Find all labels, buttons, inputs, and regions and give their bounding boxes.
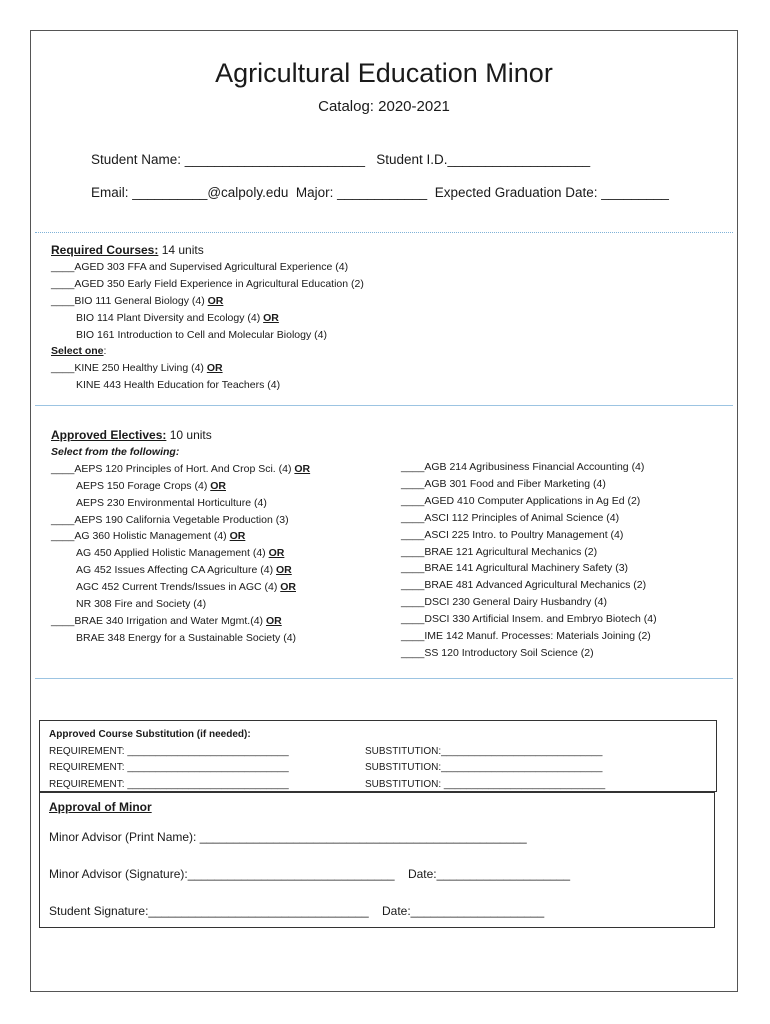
elective-item: AGC 452 Current Trends/Issues in AGC (4) OR [76, 581, 296, 594]
requirement-field[interactable]: REQUIREMENT: _____________________________ [49, 745, 289, 757]
elective-item: AEPS 230 Environmental Horticulture (4) [76, 496, 267, 509]
student-signature-field[interactable]: Student Signature:_________________________________ Date:____________________ [49, 904, 545, 918]
required-courses-section [51, 242, 364, 394]
substitution-field[interactable]: SUBSTITUTION:_____________________________ [365, 745, 603, 757]
elective-item: AEPS 150 Forage Crops (4) OR [76, 479, 226, 492]
elective-item[interactable]: ____AGB 301 Food and Fiber Marketing (4) [401, 477, 606, 490]
advisor-print-name-field[interactable]: Minor Advisor (Print Name): _________________________________________________ [49, 830, 527, 844]
elective-item: NR 308 Fire and Society (4) [76, 598, 207, 611]
elective-item[interactable]: ____BRAE 340 Irrigation and Water Mgmt.(4) OR [51, 614, 282, 627]
elective-item[interactable]: ____AGB 214 Agribusiness Financial Accounting (4) [401, 461, 645, 473]
divider [35, 232, 733, 233]
elective-item[interactable]: ____ASCI 112 Principles of Animal Science (4) [401, 511, 620, 524]
substitution-heading: Approved Course Substitution (if needed): [49, 729, 251, 740]
requirement-field[interactable]: REQUIREMENT: _____________________________ [49, 762, 289, 773]
elective-item[interactable]: ____BRAE 141 Agricultural Machinery Safety (3) [401, 562, 629, 575]
elective-item[interactable]: ____SS 120 Introductory Soil Science (2) [401, 646, 594, 659]
student-name-line[interactable]: Student Name: ________________________ Student I.D.___________________ [91, 152, 591, 167]
required-heading: Required Courses: 14 units [51, 243, 204, 257]
divider [35, 678, 733, 679]
required-item[interactable]: ____BIO 111 General Biology (4) OR [51, 294, 224, 307]
approval-box [39, 792, 715, 928]
elective-item: BRAE 348 Energy for a Sustainable Society (4) [76, 631, 297, 644]
elective-item[interactable]: ____DSCI 230 General Dairy Husbandry (4) [401, 596, 608, 609]
substitution-field[interactable]: SUBSTITUTION: _____________________________ [365, 778, 606, 790]
substitution-field[interactable]: SUBSTITUTION:_____________________________ [365, 762, 603, 773]
required-item[interactable]: ____KINE 250 Healthy Living (4) OR [51, 362, 223, 375]
elective-item[interactable]: ____AEPS 190 California Vegetable Production (3) [51, 513, 289, 526]
page-title: Agricultural Education Minor [215, 58, 553, 88]
elective-item: AG 450 Applied Holistic Management (4) OR [76, 547, 285, 560]
elective-item[interactable]: ____ASCI 225 Intro. to Poultry Management (4) [401, 528, 624, 541]
electives-right-column [401, 459, 657, 662]
select-one-label: Select one: [51, 345, 107, 358]
electives-heading: Approved Electives: 10 units [51, 428, 212, 442]
required-item[interactable]: ____AGED 303 FFA and Supervised Agricultural Experience (4) [51, 260, 349, 273]
required-item: BIO 161 Introduction to Cell and Molecular Biology (4) [76, 328, 327, 341]
elective-item[interactable]: ____BRAE 121 Agricultural Mechanics (2) [401, 545, 598, 558]
required-item: KINE 443 Health Education for Teachers (4) [76, 379, 281, 392]
elective-item[interactable]: ____AEPS 120 Principles of Hort. And Crop Sci. (4) OR [51, 462, 311, 475]
form-page [30, 30, 738, 992]
elective-item[interactable]: ____DSCI 330 Artificial Insem. and Embryo Biotech (4) [401, 613, 657, 626]
catalog-year: Catalog: 2020-2021 [318, 98, 450, 115]
advisor-signature-field[interactable]: Minor Advisor (Signature):_______________________________ Date:____________________ [49, 867, 571, 881]
elective-item[interactable]: ____BRAE 481 Advanced Agricultural Mechanics (2) [401, 579, 647, 592]
elective-item: AG 452 Issues Affecting CA Agriculture (4) OR [76, 564, 292, 577]
select-from-label: Select from the following: [51, 445, 180, 458]
electives-left-column [51, 427, 310, 647]
requirement-field[interactable]: REQUIREMENT: _____________________________ [49, 778, 289, 790]
email-major-line[interactable]: Email: __________@calpoly.edu Major: ____________ Expected Graduation Date: _________ [91, 185, 669, 200]
required-item: BIO 114 Plant Diversity and Ecology (4) OR [76, 311, 279, 324]
elective-item[interactable]: ____AGED 410 Computer Applications in Ag Ed (2) [401, 494, 641, 507]
required-item[interactable]: ____AGED 350 Early Field Experience in Agricultural Education (2) [51, 277, 364, 290]
elective-item[interactable]: ____IME 142 Manuf. Processes: Materials Joining (2) [401, 630, 651, 643]
elective-item[interactable]: ____AG 360 Holistic Management (4) OR [51, 530, 246, 543]
substitution-box [39, 720, 717, 792]
divider [35, 405, 733, 406]
approval-heading: Approval of Minor [49, 800, 152, 814]
